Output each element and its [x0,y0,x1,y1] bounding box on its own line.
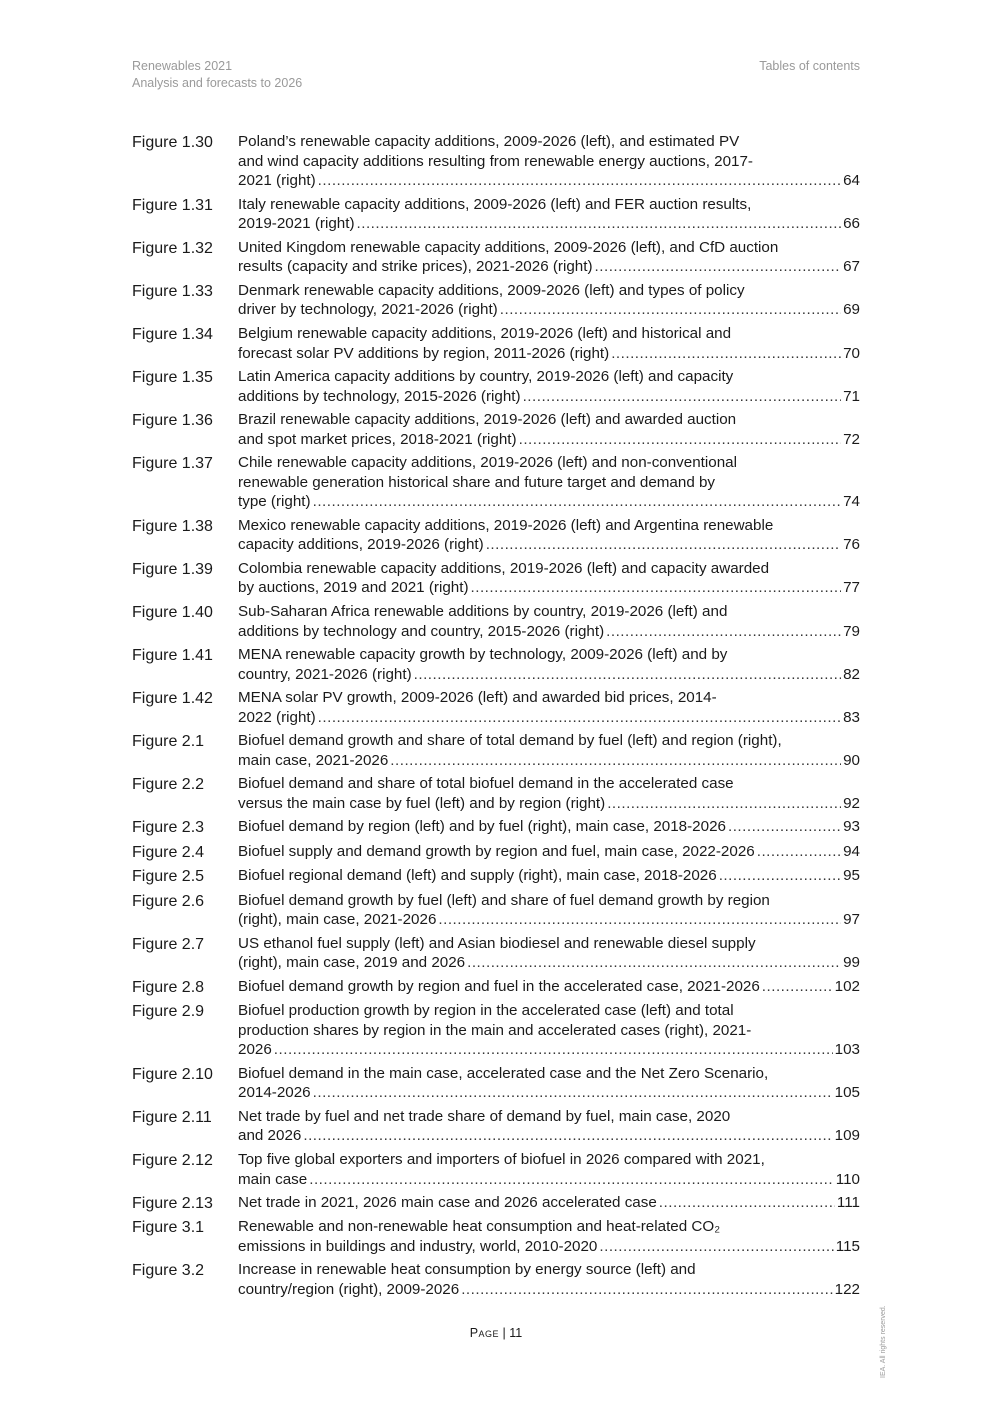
caption-line: driver by technology, 2021-2026 (right) [238,301,498,319]
figure-label: Figure 1.42 [132,690,213,708]
caption-last-line [238,257,860,277]
figure-caption [238,934,860,973]
dot-leader [486,535,841,555]
figure-caption [238,132,860,191]
caption-line: Biofuel demand growth and share of total demand by fuel (left) and region (right), [238,732,782,750]
page-separator: | [502,1326,506,1340]
figure-caption [238,1150,860,1189]
figure-caption [238,645,860,684]
figure-caption [238,1064,860,1103]
caption-last-line [238,842,860,862]
page-reference[interactable]: 66 [843,215,860,233]
caption-line: type (right) [238,493,311,511]
report-title: Renewables 2021 [132,59,233,73]
dot-leader [519,430,842,450]
toc-entry[interactable] [132,132,860,191]
caption-line: 2014-2026 [238,1084,311,1102]
page-reference[interactable]: 109 [834,1127,860,1145]
caption-line: Net trade by fuel and net trade share of demand by fuel, main case, 2020 [238,1107,731,1125]
dot-leader [659,1193,835,1213]
page-reference[interactable]: 99 [843,954,860,972]
toc-entry[interactable] [132,1107,860,1146]
page-reference[interactable]: 95 [843,867,860,885]
toc-entry[interactable] [132,410,860,449]
toc-entry[interactable] [132,934,860,973]
toc-entry[interactable] [132,891,860,930]
figure-caption [238,281,860,320]
caption-line: emissions in buildings and industry, world, 2010-2020 [238,1237,598,1255]
caption-line: 2019-2021 (right) [238,215,355,233]
caption-line: Biofuel supply and demand growth by region and fuel, main case, 2022-2026 [238,842,755,860]
caption-last-line [238,1170,860,1190]
toc-entry[interactable] [132,238,860,277]
caption-last-line [238,977,860,997]
caption-line: Poland’s renewable capacity additions, 2009-2026 (left), and estimated PV [238,133,740,150]
toc-entry[interactable] [132,1150,860,1189]
toc-entry[interactable] [132,324,860,363]
figure-caption [238,731,860,770]
caption-last-line [238,794,860,814]
section-header: Tables of contents [759,59,860,73]
caption-line: MENA renewable capacity growth by technology, 2009-2026 (left) and by [238,646,728,664]
caption-line: Renewable and non-renewable heat consumption and heat-related CO₂ [238,1218,721,1236]
page-reference[interactable]: 102 [834,977,860,995]
figure-caption [238,817,860,838]
page-word: Page [469,1326,500,1340]
dot-leader [467,953,841,973]
caption-last-line [238,535,860,555]
figure-label: Figure 1.33 [132,282,213,300]
figure-caption [238,774,860,813]
report-subtitle: Analysis and forecasts to 2026 [132,76,303,90]
figure-caption [238,367,860,406]
caption-line: main case, 2021-2026 [238,751,389,769]
caption-last-line [238,866,860,886]
figure-label: Figure 3.2 [132,1262,205,1280]
page-number: 11 [509,1326,523,1340]
page-reference[interactable]: 92 [843,794,860,812]
caption-line: Sub-Saharan Africa renewable additions by country, 2019-2026 (left) and [238,602,728,620]
caption-line: and wind capacity additions resulting from renewable energy auctions, 2017- [238,152,753,170]
caption-last-line [238,578,860,598]
caption-line: Chile renewable capacity additions, 2019-2026 (left) and non-conventional [238,454,737,472]
caption-line: 2026 [238,1041,272,1059]
table-of-figures [132,132,860,1304]
figure-label: Figure 2.7 [132,935,205,953]
caption-line: US ethanol fuel supply (left) and Asian biodiesel and renewable diesel supply [238,934,756,952]
toc-entry[interactable] [132,602,860,641]
dot-leader [607,794,841,814]
caption-line: Biofuel production growth by region in the accelerated case (left) and total [238,1002,734,1020]
caption-last-line [238,1237,860,1257]
dot-leader [390,751,841,771]
dot-leader [719,866,841,886]
figure-label: Figure 1.31 [132,196,213,214]
caption-line: Increase in renewable heat consumption by energy source (left) and [238,1261,696,1279]
figure-caption [238,559,860,598]
dot-leader [303,1126,832,1146]
page-reference[interactable]: 115 [835,1237,860,1255]
dot-leader [471,578,842,598]
caption-last-line [238,910,860,930]
toc-entry[interactable] [132,1193,860,1214]
caption-line: 2021 (right) [238,172,316,190]
toc-entry[interactable] [132,367,860,406]
figure-caption [238,866,860,887]
figure-label: Figure 2.12 [132,1151,213,1169]
toc-entry[interactable] [132,1001,860,1060]
page-reference[interactable]: 122 [834,1281,860,1299]
dot-leader [313,1083,833,1103]
caption-line: (right), main case, 2019 and 2026 [238,954,466,972]
dot-leader [318,708,841,728]
page-reference[interactable]: 110 [835,1170,860,1188]
figure-label: Figure 1.39 [132,560,213,578]
dot-leader [599,1237,833,1257]
toc-entry[interactable] [132,559,860,598]
caption-line: versus the main case by fuel (left) and by region (right) [238,794,606,812]
figure-label: Figure 1.34 [132,325,213,343]
page-footer [0,1326,992,1340]
toc-entry[interactable] [132,774,860,813]
caption-line: Biofuel demand growth by fuel (left) and share of fuel demand growth by region [238,891,770,909]
figure-caption [238,688,860,727]
page-reference[interactable]: 83 [843,708,860,726]
toc-entry[interactable] [132,645,860,684]
running-header [132,58,302,92]
figure-label: Figure 2.10 [132,1065,213,1083]
toc-entry[interactable] [132,1217,860,1256]
figure-label: Figure 2.13 [132,1194,213,1212]
caption-line: country/region (right), 2009-2026 [238,1281,460,1299]
figure-label: Figure 1.40 [132,603,213,621]
figure-label: Figure 2.5 [132,868,205,886]
figure-label: Figure 2.2 [132,776,205,794]
figure-caption [238,1193,860,1214]
caption-line: country, 2021-2026 (right) [238,665,412,683]
toc-entry[interactable] [132,281,860,320]
page-reference[interactable]: 82 [843,665,860,683]
caption-line: additions by technology, 2015-2026 (right) [238,387,521,405]
caption-line: Belgium renewable capacity additions, 2019-2026 (left) and historical and [238,324,732,342]
caption-line: 2022 (right) [238,708,316,726]
copyright-notice: IEA. All rights reserved. [880,1305,887,1378]
figure-label: Figure 2.4 [132,843,205,861]
page-reference[interactable]: 71 [843,387,860,405]
dot-leader [757,842,841,862]
caption-line: results (capacity and strike prices), 2021-2026 (right) [238,258,593,276]
figure-label: Figure 2.6 [132,892,205,910]
figure-caption [238,195,860,234]
figure-caption [238,891,860,930]
caption-line: renewable generation historical share and future target and demand by [238,473,716,491]
caption-line: Colombia renewable capacity additions, 2019-2026 (left) and capacity awarded [238,559,770,577]
dot-leader [414,665,841,685]
caption-line: Italy renewable capacity additions, 2009-2026 (left) and FER auction results, [238,195,752,213]
caption-last-line [238,708,860,728]
caption-last-line [238,665,860,685]
page-reference[interactable]: 94 [843,842,860,860]
caption-last-line [238,214,860,234]
caption-line: Biofuel demand growth by region and fuel in the accelerated case, 2021-2026 [238,977,760,995]
caption-line: capacity additions, 2019-2026 (right) [238,536,484,554]
figure-label: Figure 2.8 [132,978,205,996]
figure-label: Figure 1.35 [132,368,213,386]
dot-leader [595,257,842,277]
dot-leader [500,300,841,320]
figure-label: Figure 2.1 [132,733,205,751]
figure-caption [238,453,860,512]
caption-last-line [238,300,860,320]
dot-leader [606,622,841,642]
toc-entry[interactable] [132,516,860,555]
dot-leader [762,977,833,997]
toc-entry[interactable] [132,195,860,234]
toc-entry[interactable] [132,977,860,998]
dot-leader [318,171,841,191]
figure-caption [238,1001,860,1060]
caption-last-line [238,1126,860,1146]
figure-label: Figure 1.36 [132,412,213,430]
figure-caption [238,1107,860,1146]
dot-leader [611,344,841,364]
figure-caption [238,1217,860,1256]
figure-caption [238,324,860,363]
figure-caption [238,516,860,555]
figure-caption [238,977,860,998]
dot-leader [523,387,842,407]
figure-caption [238,602,860,641]
page-reference[interactable]: 72 [843,430,860,448]
page-reference[interactable]: 77 [843,579,860,597]
figure-caption [238,410,860,449]
caption-line: United Kingdom renewable capacity additions, 2009-2026 (left), and CfD auction [238,238,779,256]
figure-caption [238,842,860,863]
page-reference[interactable]: 69 [843,301,860,319]
figure-label: Figure 1.37 [132,455,213,473]
caption-line: Net trade in 2021, 2026 main case and 2026 accelerated case [238,1193,657,1211]
figure-label: Figure 1.32 [132,239,213,257]
figure-label: Figure 2.11 [132,1108,212,1126]
caption-line: Brazil renewable capacity additions, 2019-2026 (left) and awarded auction [238,411,737,429]
toc-entry[interactable] [132,453,860,512]
caption-last-line [238,1280,860,1300]
page-reference[interactable]: 93 [843,818,860,836]
toc-entry[interactable] [132,866,860,887]
dot-leader [309,1170,834,1190]
toc-entry[interactable] [132,1260,860,1299]
caption-last-line [238,344,860,364]
toc-entry[interactable] [132,731,860,770]
figure-label: Figure 2.9 [132,1003,205,1021]
caption-line: Biofuel demand by region (left) and by fuel (right), main case, 2018-2026 [238,818,726,836]
caption-last-line [238,430,860,450]
figure-label: Figure 2.3 [132,819,205,837]
caption-line: Mexico renewable capacity additions, 2019-2026 (left) and Argentina renewable [238,516,774,534]
caption-line: forecast solar PV additions by region, 2011-2026 (right) [238,344,610,362]
figure-caption [238,1260,860,1299]
caption-last-line [238,751,860,771]
caption-last-line [238,387,860,407]
caption-line: additions by technology and country, 2015-2026 (right) [238,622,605,640]
page-reference[interactable]: 111 [836,1193,860,1211]
caption-line: and spot market prices, 2018-2021 (right) [238,430,517,448]
caption-last-line [238,1040,860,1060]
page-reference[interactable]: 105 [834,1084,860,1102]
caption-last-line [238,1193,860,1213]
caption-last-line [238,492,860,512]
caption-last-line [238,171,860,191]
page-reference[interactable]: 97 [843,911,860,929]
page-reference[interactable]: 67 [843,258,860,276]
toc-entry[interactable] [132,817,860,838]
caption-line: and 2026 [238,1127,302,1145]
page-reference[interactable]: 79 [843,622,860,640]
caption-last-line [238,1083,860,1103]
caption-last-line [238,953,860,973]
dot-leader [728,817,841,837]
page-reference[interactable]: 64 [843,172,860,190]
caption-line: Biofuel demand and share of total biofuel demand in the accelerated case [238,775,734,793]
caption-line: production shares by region in the main and accelerated cases (right), 2021- [238,1021,752,1039]
figure-label: Figure 1.38 [132,517,213,535]
page-reference[interactable]: 76 [843,536,860,554]
caption-last-line [238,622,860,642]
dot-leader [461,1280,832,1300]
dot-leader [438,910,841,930]
caption-line: Biofuel regional demand (left) and supply (right), main case, 2018-2026 [238,867,717,885]
dot-leader [313,492,842,512]
caption-line: Latin America capacity additions by country, 2019-2026 (left) and capacity [238,367,734,385]
toc-entry[interactable] [132,688,860,727]
caption-line: Top five global exporters and importers of biofuel in 2026 compared with 2021, [238,1150,765,1168]
toc-entry[interactable] [132,1064,860,1103]
dot-leader [274,1040,833,1060]
caption-last-line [238,817,860,837]
page-reference[interactable]: 103 [834,1041,860,1059]
figure-label: Figure 3.1 [132,1219,205,1237]
figure-label: Figure 1.30 [132,134,213,151]
figure-label: Figure 1.41 [132,647,213,665]
caption-line: Denmark renewable capacity additions, 2009-2026 (left) and types of policy [238,281,745,299]
dot-leader [357,214,842,234]
caption-line: by auctions, 2019 and 2021 (right) [238,579,469,597]
caption-line: (right), main case, 2021-2026 [238,911,437,929]
page-reference[interactable]: 70 [843,344,860,362]
caption-line: Biofuel demand in the main case, accelerated case and the Net Zero Scenario, [238,1064,769,1082]
figure-caption [238,238,860,277]
page-reference[interactable]: 90 [843,751,860,769]
page-reference[interactable]: 74 [843,493,860,511]
toc-entry[interactable] [132,842,860,863]
caption-line: main case [238,1170,308,1188]
caption-line: MENA solar PV growth, 2009-2026 (left) and awarded bid prices, 2014- [238,689,717,707]
